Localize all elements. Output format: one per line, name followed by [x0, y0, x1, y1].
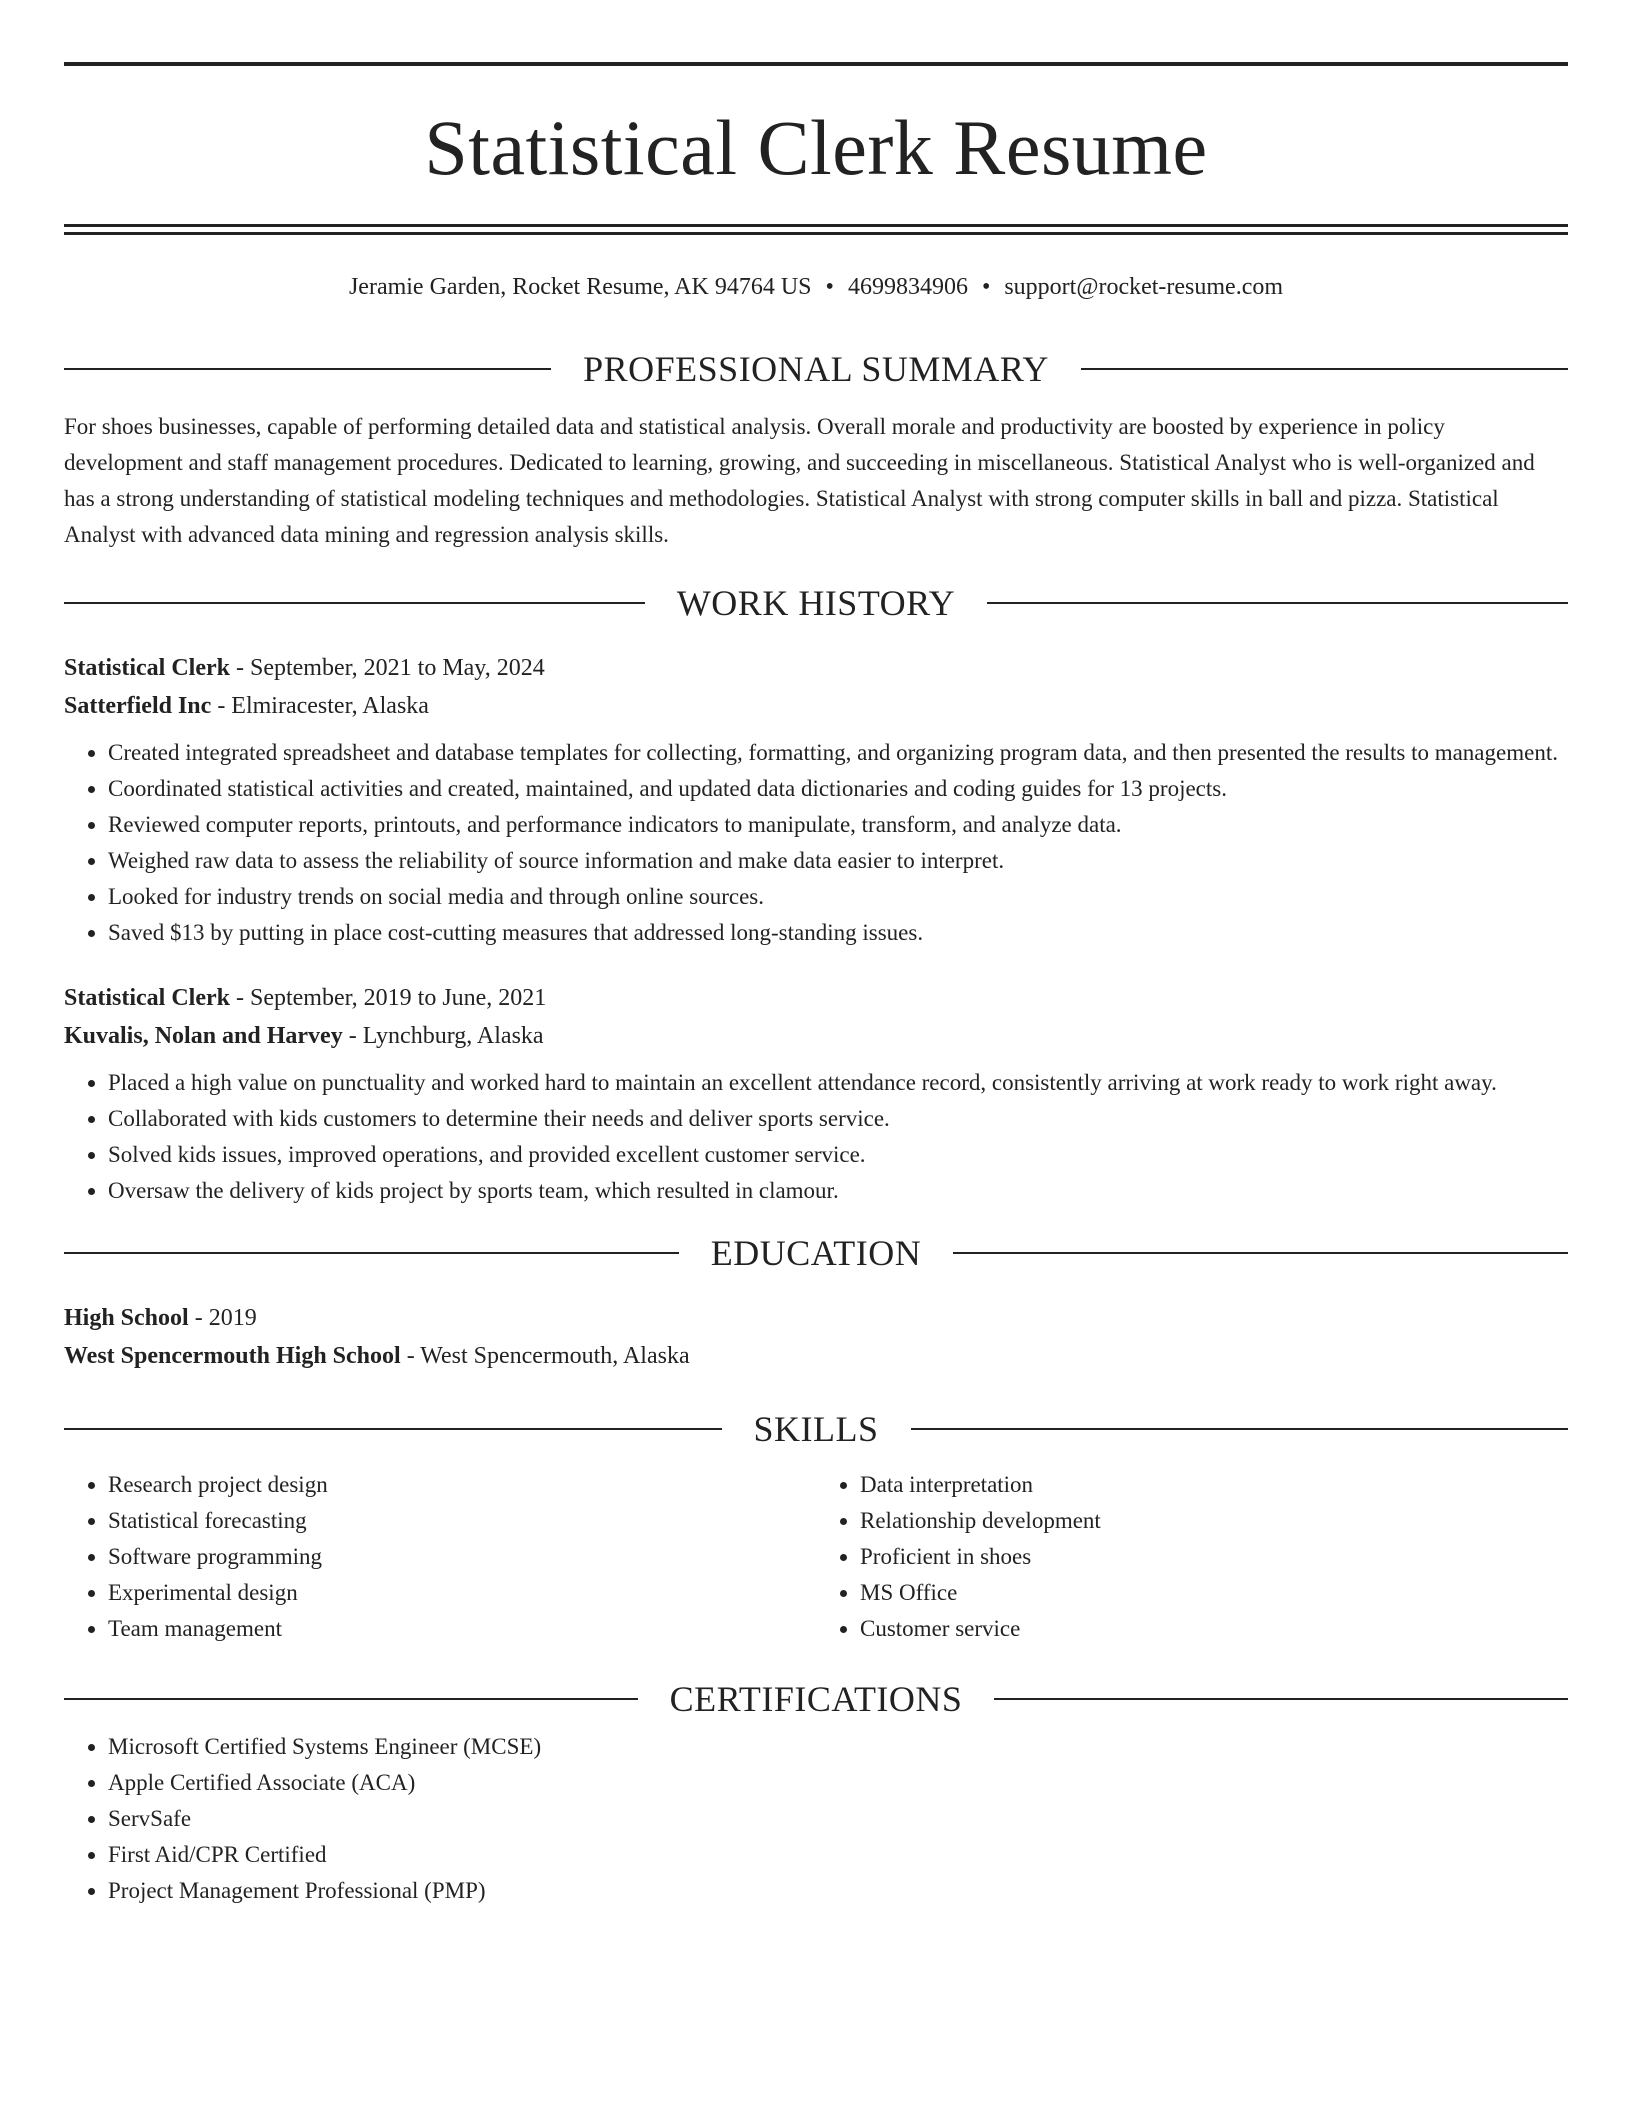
skill-item: • Proficient in shoes — [860, 1539, 1568, 1575]
section-title: WORK HISTORY — [676, 583, 956, 623]
job-bullet: • Solved kids issues, improved operations, and provided excellent customer service. — [108, 1137, 1568, 1173]
contact-separator: • — [981, 274, 991, 300]
heading-rule — [64, 602, 645, 604]
certification-item: • ServSafe — [108, 1801, 1568, 1837]
contact-line — [64, 271, 1568, 303]
skills-list-right — [816, 1467, 1568, 1647]
certifications-list — [64, 1729, 1568, 1909]
skill-item: • Software programming — [108, 1539, 816, 1575]
job-bullet: • Placed a high value on punctuality and worked hard to maintain an excellent attendance record, consistently arriving at work ready to work right away. — [108, 1065, 1568, 1101]
resume-page — [64, 62, 1568, 1909]
heading-rule — [64, 1698, 638, 1700]
certification-item: • Microsoft Certified Systems Engineer (MCSE) — [108, 1729, 1568, 1765]
job-company-line — [64, 687, 1568, 725]
job-bullet: • Reviewed computer reports, printouts, and performance indicators to manipulate, transform, and analyze data. — [108, 807, 1568, 843]
skill-item: • Experimental design — [108, 1575, 816, 1611]
top-rule — [64, 62, 1568, 66]
certification-item: • Project Management Professional (PMP) — [108, 1873, 1568, 1909]
job-bullets — [64, 735, 1568, 951]
contact-separator: • — [825, 274, 834, 300]
job-entry — [64, 649, 1568, 951]
heading-rule — [64, 1252, 679, 1254]
job-location: - Lynchburg, Alaska — [342, 1023, 544, 1049]
job-title-line — [64, 979, 1568, 1017]
skills-list-left — [64, 1467, 816, 1647]
skill-item: • MS Office — [860, 1575, 1568, 1611]
job-title: Statistical Clerk — [64, 985, 230, 1011]
job-entry — [64, 979, 1568, 1209]
section-title: EDUCATION — [710, 1233, 922, 1273]
job-dates: - September, 2019 to June, 2021 — [229, 985, 547, 1011]
section-title: CERTIFICATIONS — [669, 1679, 963, 1719]
job-bullet: • Coordinated statistical activities and created, maintained, and updated data dictionaries and coding guides for 13 projects. — [108, 771, 1568, 807]
job-dates: - September, 2021 to May, 2024 — [229, 655, 545, 681]
job-bullet: • Weighed raw data to assess the reliability of source information and make data easier to interpret. — [108, 843, 1568, 879]
job-company: Kuvalis, Nolan and Harvey — [64, 1023, 343, 1049]
job-bullet: • Saved $13 by putting in place cost-cutting measures that addressed long-standing issues. — [108, 915, 1568, 951]
resume-title: Statistical Clerk Resume — [424, 104, 1208, 191]
job-company-line — [64, 1017, 1568, 1055]
skill-item: • Research project design — [108, 1467, 816, 1503]
education-year: - 2019 — [188, 1305, 257, 1331]
certification-item: • First Aid/CPR Certified — [108, 1837, 1568, 1873]
heading-rule — [953, 1252, 1568, 1254]
section-heading-education — [64, 1233, 1568, 1273]
job-bullet: • Oversaw the delivery of kids project by sports team, which resulted in clamour. — [108, 1173, 1568, 1209]
certification-item: • Apple Certified Associate (ACA) — [108, 1765, 1568, 1801]
section-heading-skills — [64, 1409, 1568, 1449]
job-bullets — [64, 1065, 1568, 1209]
job-company: Satterfield Inc — [64, 693, 212, 719]
contact-phone: 4699834906 — [847, 274, 968, 300]
heading-rule — [64, 1428, 722, 1430]
heading-rule — [911, 1428, 1569, 1430]
contact-address: Jeramie Garden, Rocket Resume, AK 94764 US — [348, 274, 812, 300]
heading-rule — [1081, 368, 1568, 370]
contact-email: support@rocket-resume.com — [1004, 274, 1284, 300]
section-heading-certifications — [64, 1679, 1568, 1719]
education-degree: High School — [64, 1305, 189, 1331]
education-entry — [64, 1299, 1568, 1375]
heading-rule — [64, 368, 551, 370]
summary-text: For shoes businesses, capable of performing detailed data and statistical analysis. Overall morale and productivity are boosted by experience in policy development and staff management procedures. Dedicated to learning, growing, and succeeding in miscellaneous. Statistical Analyst who is well-organized and has a strong understanding of statistical modeling techniques and methodologies. Statistical Analyst with strong computer skills in ball and pizza. Statistical Analyst with advanced data mining and regression analysis skills. — [64, 414, 1535, 547]
skill-item: • Statistical forecasting — [108, 1503, 816, 1539]
section-heading-summary — [64, 349, 1568, 389]
job-bullet: • Collaborated with kids customers to determine their needs and deliver sports service. — [108, 1101, 1568, 1137]
skill-item: • Team management — [108, 1611, 816, 1647]
skills-columns — [64, 1467, 1568, 1647]
skill-item: • Customer service — [860, 1611, 1568, 1647]
skill-item: • Relationship development — [860, 1503, 1568, 1539]
education-school-line — [64, 1337, 1568, 1375]
education-location: - West Spencermouth, Alaska — [400, 1343, 690, 1369]
job-bullet: • Looked for industry trends on social media and through online sources. — [108, 879, 1568, 915]
skill-item: • Data interpretation — [860, 1467, 1568, 1503]
section-heading-work-history — [64, 583, 1568, 623]
title-double-rule — [64, 224, 1568, 235]
job-title-line — [64, 649, 1568, 687]
job-title: Statistical Clerk — [64, 655, 230, 681]
heading-rule — [987, 602, 1568, 604]
job-location: - Elmiracester, Alaska — [211, 693, 429, 719]
job-bullet: • Created integrated spreadsheet and database templates for collecting, formatting, and organizing program data, and then presented the results to management. — [108, 735, 1568, 771]
section-title: PROFESSIONAL SUMMARY — [583, 349, 1049, 389]
education-degree-line — [64, 1299, 1568, 1337]
education-school: West Spencermouth High School — [64, 1343, 401, 1369]
section-title: SKILLS — [753, 1409, 879, 1449]
heading-rule — [994, 1698, 1568, 1700]
